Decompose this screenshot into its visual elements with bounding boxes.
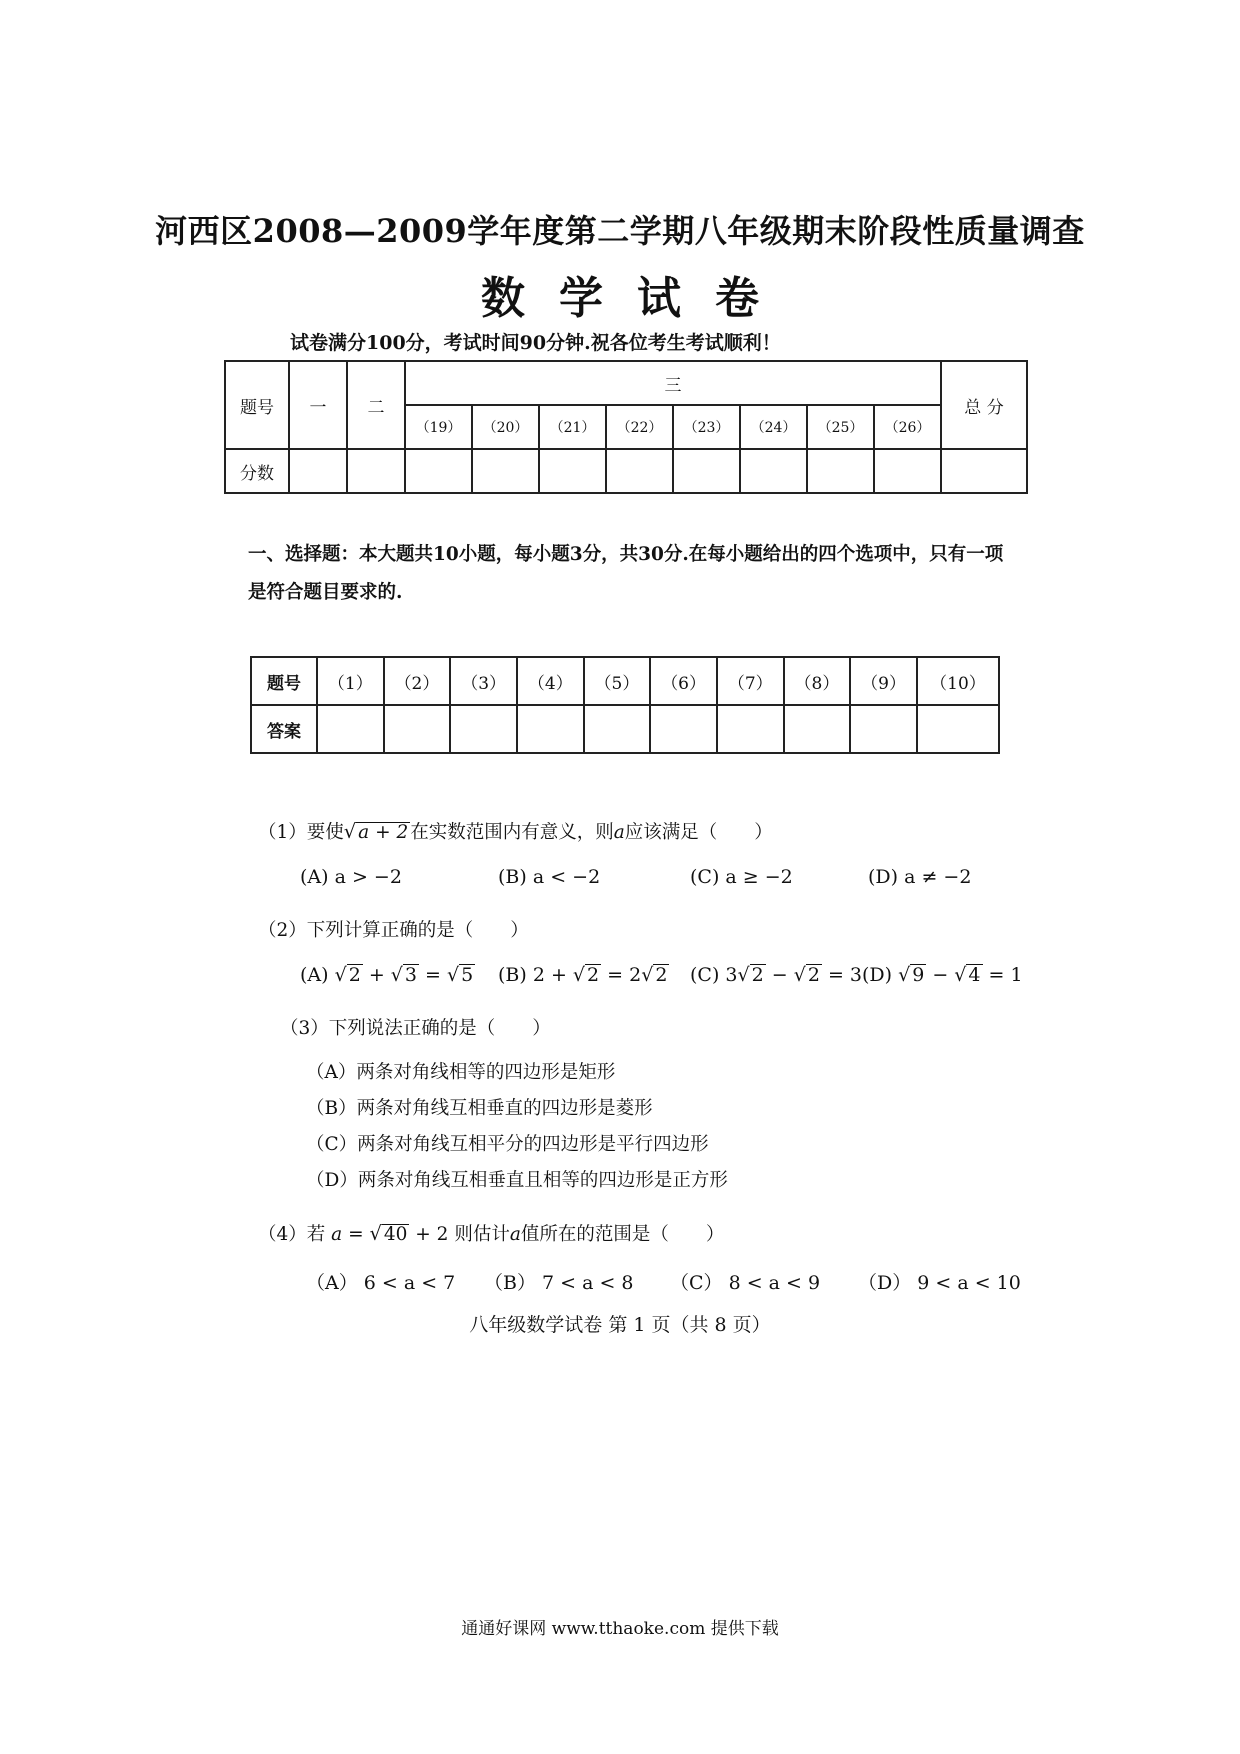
score-table-col-one: 一 [289,361,347,449]
q1-option-c: (C) a ≥ −2 [690,866,793,888]
q1-suffix: 在实数范围内有意义，则 [410,822,614,843]
answer-cell[interactable] [584,705,651,753]
exam-subject-title: 数学试卷 [481,273,793,324]
answer-cell[interactable] [317,705,384,753]
sqrt-sign: √ [343,820,357,843]
answer-cell[interactable] [850,705,917,753]
score-table-label-question: 题号 [225,361,289,449]
score-cell[interactable] [606,449,673,493]
answer-table-col: （2） [384,657,451,705]
section-one-heading: 一、选择题：本大题共10小题，每小题3分，共30分.在每小题给出的四个选项中，只有一项是符合题目要求的. [248,544,1004,603]
q1-option-d: (D) a ≠ −2 [868,866,972,888]
answer-cell[interactable] [717,705,784,753]
answer-table-col: （8） [784,657,851,705]
answer-table-label-question: 题号 [251,657,317,705]
score-table-subcol: （26） [874,405,941,449]
q2-option-d-label: (D) [862,964,893,986]
q3-option-d: （D）两条对角线互相垂直且相等的四边形是正方形 [306,1170,728,1191]
score-table-subcol: （21） [539,405,606,449]
q4-option-c: （C） 8 < a < 9 [670,1272,821,1294]
score-table-subcol: （23） [673,405,740,449]
q2-option-c-label: (C) [690,964,720,986]
q1-option-a: (A) a > −2 [300,866,402,888]
question-4-stem [258,1220,724,1246]
q4-prefix: （4）若 [258,1224,326,1245]
answer-cell[interactable] [784,705,851,753]
answer-cell[interactable] [384,705,451,753]
answer-table-col: （9） [850,657,917,705]
score-table-total: 总 分 [941,361,1027,449]
q4-radicand: 40 [383,1224,408,1245]
download-site-note: 通通好课网 www.tthaoke.com 提供下载 [461,1619,779,1639]
q1-var: a [613,822,625,843]
q1-prefix: （1）要使 [258,822,344,843]
answer-table-col: （3） [450,657,517,705]
q4-option-d: （D） 9 < a < 10 [858,1272,1021,1294]
score-table-subcol: （19） [405,405,472,449]
score-cell[interactable] [405,449,472,493]
exam-title: 河西区2008—2009学年度第二学期八年级期末阶段性质量调查 [155,212,1085,250]
q2-option-b-label: (B) [498,964,527,986]
answer-table-col: （10） [917,657,999,705]
exam-instructions: 试卷满分100分，考试时间90分钟.祝各位考生考试顺利！ [290,332,781,354]
score-cell[interactable] [539,449,606,493]
q4-expr-tail: + 2 [415,1224,449,1245]
q4-expr-lhs: a = [331,1224,364,1245]
question-3-stem: （3）下列说法正确的是（ ） [280,1018,551,1039]
question-2-stem: （2）下列计算正确的是（ ） [258,920,529,941]
q3-option-b: （B）两条对角线互相垂直的四边形是菱形 [306,1098,653,1119]
q1-radicand: a + 2 [358,822,409,843]
q1-option-b: (B) a < −2 [498,866,601,888]
score-cell[interactable] [740,449,807,493]
score-table-subcol: （24） [740,405,807,449]
page-footer: 八年级数学试卷 第 1 页（共 8 页） [469,1314,771,1336]
q4-suffix: 则估计 [454,1224,510,1245]
answer-table-col: （6） [650,657,717,705]
answer-table-col: （1） [317,657,384,705]
q3-option-c: （C）两条对角线互相平分的四边形是平行四边形 [306,1134,709,1155]
answer-cell[interactable] [517,705,584,753]
score-cell[interactable] [289,449,347,493]
answer-table [250,656,1000,754]
score-table-subcol: （20） [472,405,539,449]
answer-table-label-answer: 答案 [251,705,317,753]
score-cell[interactable] [807,449,874,493]
answer-cell[interactable] [450,705,517,753]
q4-option-a: （A） 6 < a < 7 [306,1272,456,1294]
q1-suffix2: 应该满足（ ） [624,822,773,843]
score-table-col-three: 三 [405,361,941,405]
q2-option-a-label: (A) [300,964,329,986]
q3-option-a: （A）两条对角线相等的四边形是矩形 [306,1062,616,1083]
q4-option-b: （B） 7 < a < 8 [484,1272,634,1294]
score-table-subcol: （22） [606,405,673,449]
q2-option-d: (D) √ 9 − √ 4 = 1 [862,964,1023,986]
q4-suffix2: 值所在的范围是（ ） [520,1224,725,1245]
score-table [224,360,1028,494]
q2-option-b: (B) 2 + √ 2 = 2√ 2 [498,964,668,986]
question-1-stem [258,818,773,844]
answer-table-col: （7） [717,657,784,705]
score-table-label-score: 分数 [225,449,289,493]
score-cell[interactable] [673,449,740,493]
score-cell[interactable] [472,449,539,493]
sqrt-sign: √ [369,1222,382,1245]
q4-var: a [509,1224,521,1245]
answer-table-col: （5） [584,657,651,705]
q2-option-a: (A) √ 2 + √ 3 = √ 5 [300,964,474,986]
score-cell[interactable] [874,449,941,493]
score-cell-total[interactable] [941,449,1027,493]
score-table-col-two: 二 [347,361,405,449]
answer-table-col: （4） [517,657,584,705]
score-table-subcol: （25） [807,405,874,449]
answer-cell[interactable] [917,705,999,753]
q2-option-c: (C) 3√ 2 − √ 2 = 3 [690,964,863,986]
answer-cell[interactable] [650,705,717,753]
score-cell[interactable] [347,449,405,493]
